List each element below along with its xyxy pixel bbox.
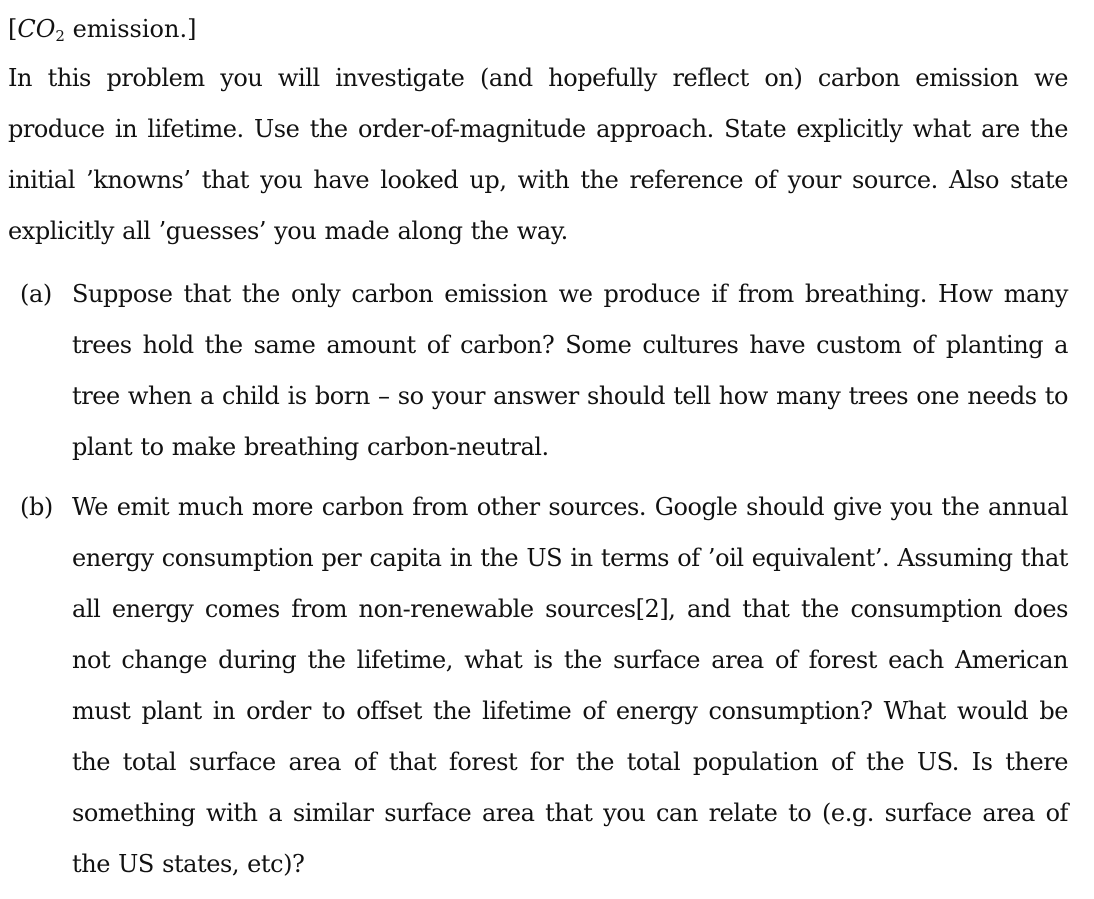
co2-main: CO bbox=[17, 15, 56, 43]
question-item-b bbox=[8, 482, 1068, 890]
question-text-a: Suppose that the only carbon emission we produce if from breathing. How many trees hold the same amount of carbon? Some cultures have custom of planting a tree when a child is born – so your answer should tell how many trees one needs to plant to make breathing carbon-neutral. bbox=[72, 280, 1068, 461]
co2-symbol bbox=[17, 15, 65, 43]
title-bracket-open: [ bbox=[8, 15, 18, 43]
question-marker-a: (a) bbox=[20, 280, 52, 308]
co2-subscript: 2 bbox=[55, 27, 65, 45]
intro-paragraph: In this problem you will investigate (and hopefully reflect on) carbon emission we produce in lifetime. Use the order-of-magnitude approach. State explicitly what are the initial ’knowns’ that you have looked up, with the reference of your source. Also state explicitly all ’guesses’ you made along the way. bbox=[8, 64, 1068, 245]
title-rest: emission.] bbox=[64, 15, 197, 43]
question-text-b: We emit much more carbon from other sources. Google should give you the annual energy consumption per capita in the US in terms of ’oil equivalent’. Assuming that all energy comes from non-renewable sources[2], and that the consumption does not change during the lifetime, what is the surface area of forest each American must plant in order to offset the lifetime of energy consumption? What would be the total surface area of that forest for the total population of the US. Is there something with a similar surface area that you can relate to (e.g. surface area of the US states, etc)? bbox=[72, 493, 1068, 878]
problem-title bbox=[8, 10, 1068, 48]
question-marker-b: (b) bbox=[20, 493, 53, 521]
problem-page bbox=[8, 10, 1068, 899]
question-list bbox=[8, 269, 1068, 890]
question-item-a bbox=[8, 269, 1068, 473]
